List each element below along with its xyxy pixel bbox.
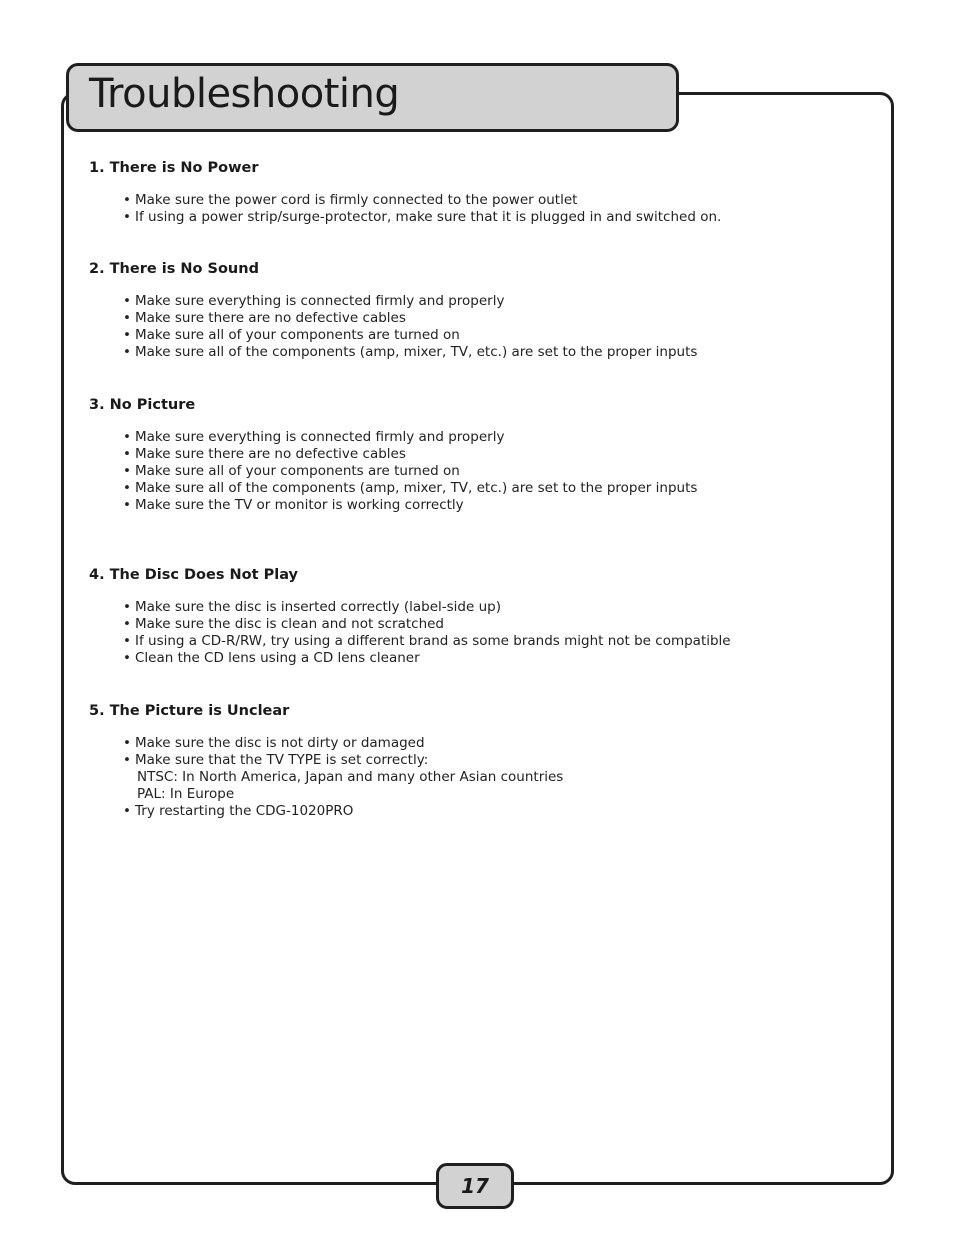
list-item: • Make sure all of your components are turned on [123, 327, 460, 343]
section-heading: 2. There is No Sound [89, 261, 259, 277]
page-number: 17 [461, 1174, 489, 1198]
list-item: • Make sure everything is connected firmly and properly [123, 293, 505, 309]
section-no-picture [89, 395, 879, 514]
bullet-icon: • [123, 650, 131, 666]
bullet-icon: • [123, 327, 131, 343]
list-item: • Make sure everything is connected firmly and properly [123, 429, 505, 445]
page-number-tab [436, 1163, 514, 1209]
list-item: • Try restarting the CDG-1020PRO [123, 803, 354, 819]
sub-item-ntsc: NTSC: In North America, Japan and many other Asian countries [137, 769, 564, 785]
list-item: • Clean the CD lens using a CD lens cleaner [123, 650, 420, 666]
list-item: • Make sure all of your components are turned on [123, 463, 460, 479]
bullet-icon: • [123, 463, 131, 479]
list-item: • Make sure the power cord is firmly connected to the power outlet [123, 192, 578, 208]
list-item: • Make sure all of the components (amp, mixer, TV, etc.) are set to the proper inputs [123, 480, 698, 496]
list-item: • Make sure that the TV TYPE is set correctly: NTSC: In North America, Japan and many other Asian countries PAL: In Europe [123, 752, 879, 803]
bullet-list [123, 599, 879, 667]
list-item: • Make sure there are no defective cables [123, 446, 406, 462]
bullet-icon: • [123, 293, 131, 309]
bullet-icon: • [123, 480, 131, 496]
list-item: • Make sure all of the components (amp, mixer, TV, etc.) are set to the proper inputs [123, 344, 698, 360]
bullet-icon: • [123, 599, 131, 615]
page-title: Troubleshooting [89, 71, 400, 117]
bullet-icon: • [123, 429, 131, 445]
section-heading: 1. There is No Power [89, 160, 259, 176]
bullet-icon: • [123, 497, 131, 513]
list-item: • Make sure the TV or monitor is working correctly [123, 497, 464, 513]
list-item: • Make sure there are no defective cables [123, 310, 406, 326]
list-item: • Make sure the disc is clean and not scratched [123, 616, 444, 632]
section-heading: 5. The Picture is Unclear [89, 703, 290, 719]
list-item: • If using a power strip/surge-protector, make sure that it is plugged in and switched on. [123, 209, 722, 225]
bullet-icon: • [123, 735, 131, 751]
bullet-icon: • [123, 310, 131, 326]
list-item: • Make sure the disc is inserted correctly (label-side up) [123, 599, 501, 615]
bullet-icon: • [123, 633, 131, 649]
bullet-icon: • [123, 209, 131, 225]
section-no-power [89, 158, 879, 226]
section-heading: 3. No Picture [89, 397, 196, 413]
title-tab [66, 63, 679, 132]
bullet-icon: • [123, 446, 131, 462]
bullet-list [123, 192, 879, 226]
bullet-list [123, 735, 879, 820]
sub-item-pal: PAL: In Europe [137, 786, 235, 802]
bullet-icon: • [123, 803, 131, 819]
bullet-list [123, 429, 879, 514]
list-item: • Make sure the disc is not dirty or damaged [123, 735, 425, 751]
bullet-icon: • [123, 192, 131, 208]
section-picture-unclear [89, 701, 879, 820]
bullet-icon: • [123, 752, 131, 768]
bullet-icon: • [123, 344, 131, 360]
bullet-list [123, 293, 879, 361]
section-heading: 4. The Disc Does Not Play [89, 567, 298, 583]
troubleshooting-content [89, 158, 879, 820]
section-disc-does-not-play [89, 565, 879, 667]
section-no-sound [89, 259, 879, 361]
list-item: • If using a CD-R/RW, try using a different brand as some brands might not be compatible [123, 633, 731, 649]
bullet-icon: • [123, 616, 131, 632]
